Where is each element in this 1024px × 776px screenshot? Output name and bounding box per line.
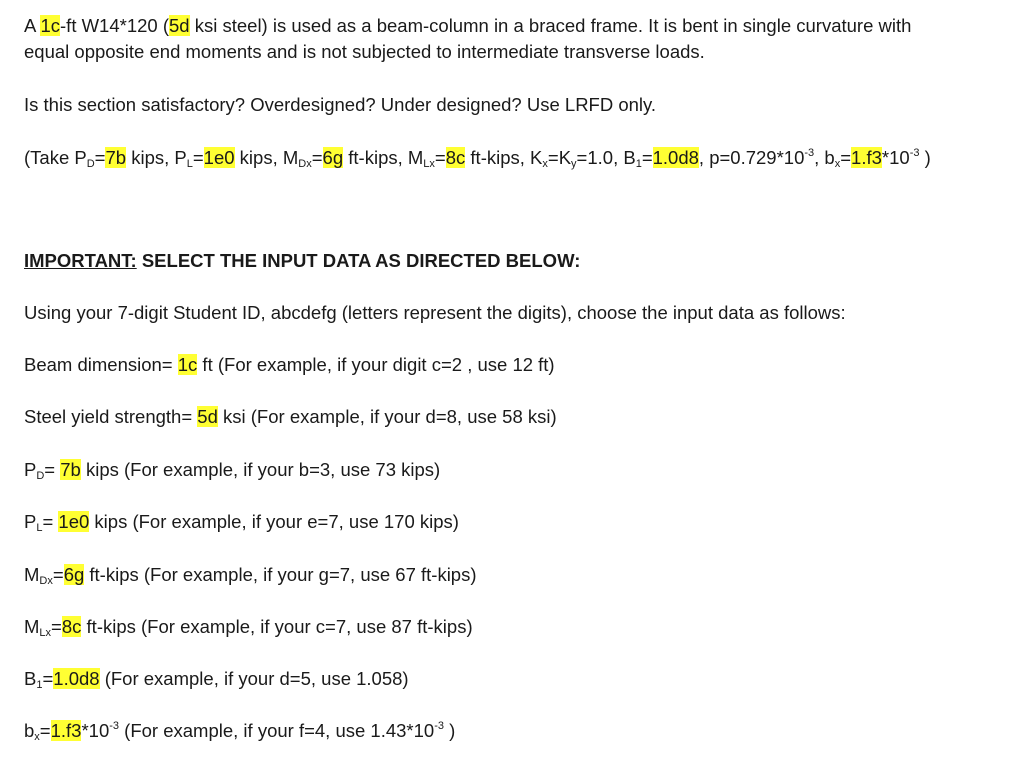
- text: Steel yield strength=: [24, 406, 198, 427]
- sup: -3: [909, 147, 920, 159]
- text: =: [434, 147, 446, 168]
- text: ft (For example, if your digit c=2 , use 12 ft): [197, 354, 555, 375]
- mdx-var: 6g: [63, 564, 85, 585]
- b1-var: 1.0d8: [652, 147, 699, 168]
- sub: x: [34, 731, 40, 743]
- text: ft-kips, K: [465, 147, 543, 168]
- text: =: [52, 564, 64, 585]
- sub: 1: [635, 158, 642, 170]
- important-heading: [24, 248, 580, 273]
- mlx-var: 8c: [445, 147, 466, 168]
- item-mlx: [24, 614, 473, 639]
- text: *10: [881, 147, 910, 168]
- beam-length-var: 1c: [40, 15, 61, 36]
- text: =: [311, 147, 323, 168]
- pl-var: 1e0: [58, 511, 90, 532]
- text: =: [39, 720, 51, 741]
- text: P: [24, 511, 37, 532]
- sub: Dx: [298, 158, 312, 170]
- important-label: IMPORTANT:: [24, 250, 137, 271]
- text: B: [24, 668, 37, 689]
- given-values-line: [24, 145, 931, 170]
- item-pl: [24, 509, 459, 534]
- sub: y: [571, 158, 577, 170]
- instruction-line: Using your 7-digit Student ID, abcdefg (letters represent the digits), choose the input data as follows:: [24, 302, 846, 323]
- text: ft-kips (For example, if your c=7, use 87 ft-kips): [81, 616, 473, 637]
- sub: Lx: [423, 158, 435, 170]
- text: =K: [547, 147, 572, 168]
- bx-var: 1.f3: [50, 720, 82, 741]
- text: =: [42, 511, 59, 532]
- fy-var: 5d: [169, 15, 190, 36]
- pd-var: 7b: [105, 147, 127, 168]
- text: =: [641, 147, 653, 168]
- text: =: [42, 668, 54, 689]
- problem-line-1: [24, 13, 911, 38]
- text: =: [94, 147, 106, 168]
- sub: D: [86, 158, 95, 170]
- item-b1: [24, 666, 409, 691]
- beam-length-var: 1c: [177, 354, 198, 375]
- sub: L: [186, 158, 193, 170]
- text: ksi (For example, if your d=8, use 58 ksi): [217, 406, 557, 427]
- sub: x: [542, 158, 548, 170]
- text: (For example, if your f=4, use 1.43*10: [119, 720, 435, 741]
- text: ): [444, 720, 456, 741]
- sup: -3: [804, 147, 815, 159]
- text: -ft W14*120 (: [60, 15, 170, 36]
- text: SELECT THE INPUT DATA AS DIRECTED BELOW:: [136, 250, 581, 271]
- text: b: [24, 720, 35, 741]
- text: ft-kips (For example, if your g=7, use 67 ft-kips): [84, 564, 477, 585]
- text: , b: [814, 147, 835, 168]
- text: kips (For example, if your e=7, use 170 kips): [89, 511, 459, 532]
- text: (For example, if your d=5, use 1.058): [99, 668, 409, 689]
- item-beam-dimension: [24, 352, 555, 377]
- sub: x: [834, 158, 841, 170]
- pd-var: 7b: [60, 459, 81, 480]
- text: =: [51, 616, 62, 637]
- question-line: Is this section satisfactory? Overdesigned? Under designed? Use LRFD only.: [24, 94, 657, 115]
- text: , p=0.729*10: [698, 147, 805, 168]
- item-yield-strength: [24, 404, 557, 429]
- text: kips, P: [126, 147, 187, 168]
- pl-var: 1e0: [203, 147, 235, 168]
- text: =: [192, 147, 204, 168]
- bx-var: 1.f3: [851, 147, 882, 168]
- text: (Take P: [24, 147, 87, 168]
- text: ft-kips, M: [343, 147, 424, 168]
- sub: Lx: [39, 627, 52, 639]
- text: kips (For example, if your b=3, use 73 kips): [80, 459, 441, 480]
- item-mdx: [24, 562, 477, 587]
- text: A: [24, 15, 41, 36]
- sub: Dx: [39, 575, 53, 587]
- text: ): [919, 147, 931, 168]
- text: =1.0, B: [576, 147, 636, 168]
- text: M: [24, 616, 40, 637]
- problem-line-2: equal opposite end moments and is not subjected to intermediate transverse loads.: [24, 41, 705, 62]
- b1-var: 1.0d8: [53, 668, 100, 689]
- text: =: [44, 459, 61, 480]
- text: *10: [81, 720, 110, 741]
- sup: -3: [109, 720, 120, 732]
- item-bx: [24, 718, 455, 743]
- sup: -3: [434, 720, 444, 732]
- mdx-var: 6g: [322, 147, 344, 168]
- text: ksi steel) is used as a beam-column in a braced frame. It is bent in single curvature with: [189, 15, 912, 36]
- sub: L: [36, 522, 43, 534]
- text: kips, M: [234, 147, 299, 168]
- sub: D: [36, 470, 45, 482]
- text: Beam dimension=: [24, 354, 178, 375]
- item-pd: [24, 457, 440, 482]
- fy-var: 5d: [197, 406, 218, 427]
- text: P: [24, 459, 37, 480]
- text: =: [840, 147, 852, 168]
- text: M: [24, 564, 40, 585]
- mlx-var: 8c: [61, 616, 82, 637]
- sub: 1: [36, 679, 43, 691]
